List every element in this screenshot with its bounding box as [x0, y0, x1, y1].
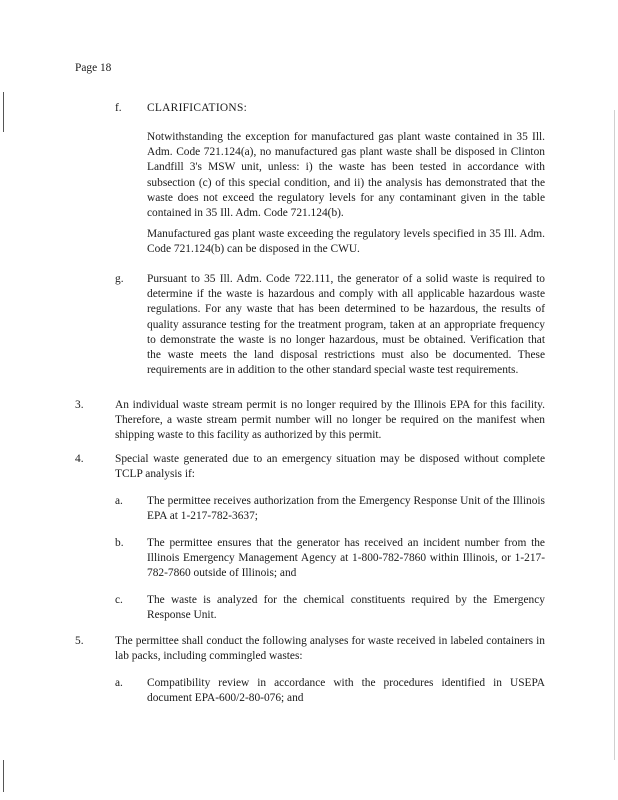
item-4a-marker: a. — [115, 495, 123, 507]
page-number: Page 18 — [75, 62, 112, 74]
item-3-paragraph: An individual waste stream permit is no longer required by the Illinois EPA for this facility. Therefore, a waste stream permit number will no longer be required on the manifest when shipping waste to this facility as authorized by this permit. — [115, 399, 545, 442]
section-g-marker: g. — [115, 273, 124, 285]
item-4b-text: The permittee ensures that the generator has received an incident number from the Illinois Emergency Management Agency at 1-800-782-7860 within Illinois, or 1-217-782-7860 outside of Illinois; and — [147, 537, 545, 580]
section-f-marker: f. — [115, 102, 122, 114]
scan-margin-mark — [3, 92, 4, 132]
item-4-paragraph: Special waste generated due to an emergency situation may be disposed without complete TCLP analysis if: — [115, 453, 545, 481]
scan-margin-mark — [3, 760, 4, 792]
section-f-paragraph-2: Manufactured gas plant waste exceeding the regulatory levels specified in 35 Ill. Adm. Code 721.124(b) can be disposed in the CWU. — [147, 228, 545, 256]
item-5a-text: Compatibility review in accordance with the procedures identified in USEPA document EPA-600/2-80-076; and — [147, 677, 545, 705]
section-f-heading: CLARIFICATIONS: — [147, 102, 248, 114]
item-4c-marker: c. — [115, 594, 123, 606]
item-3-marker: 3. — [75, 399, 84, 411]
item-4c-text: The waste is analyzed for the chemical constituents required by the Emergency Response Unit. — [147, 594, 545, 622]
item-5a-marker: a. — [115, 677, 123, 689]
item-4a-text: The permittee receives authorization from the Emergency Response Unit of the Illinois EPA at 1-217-782-3637; — [147, 495, 545, 523]
scan-margin-mark — [614, 110, 615, 760]
item-4-marker: 4. — [75, 453, 84, 465]
item-5-marker: 5. — [75, 635, 84, 647]
section-g-paragraph: Pursuant to 35 Ill. Adm. Code 722.111, the generator of a solid waste is required to determine if the waste is hazardous and comply with all applicable hazardous waste regulations. For any waste that has been determined to be hazardous, the results of quality assurance testing for the treatment program, taken at an appropriate frequency to demonstrate the waste is no longer hazardous, must be obtained. Verification that the waste meets the land disposal restrictions must also be documented. These requirements are in addition to the other standard special waste test requirements. — [147, 273, 545, 377]
section-f-paragraph-1: Notwithstanding the exception for manufactured gas plant waste contained in 35 Ill. Adm. Code 721.124(a), no manufactured gas plant waste shall be disposed in Clinton Landfill 3's MSW unit, unless: i) the waste has been tested in accordance with subsection (c) of this special condition, and ii) the analysis has demonstrated that the waste does not exceed the regulatory levels for any contaminant given in the table contained in 35 Ill. Adm. Code 721.124(b). — [147, 131, 545, 220]
item-5-paragraph: The permittee shall conduct the following analyses for waste received in labeled containers in lab packs, including commingled wastes: — [115, 635, 545, 663]
item-4b-marker: b. — [115, 537, 124, 549]
